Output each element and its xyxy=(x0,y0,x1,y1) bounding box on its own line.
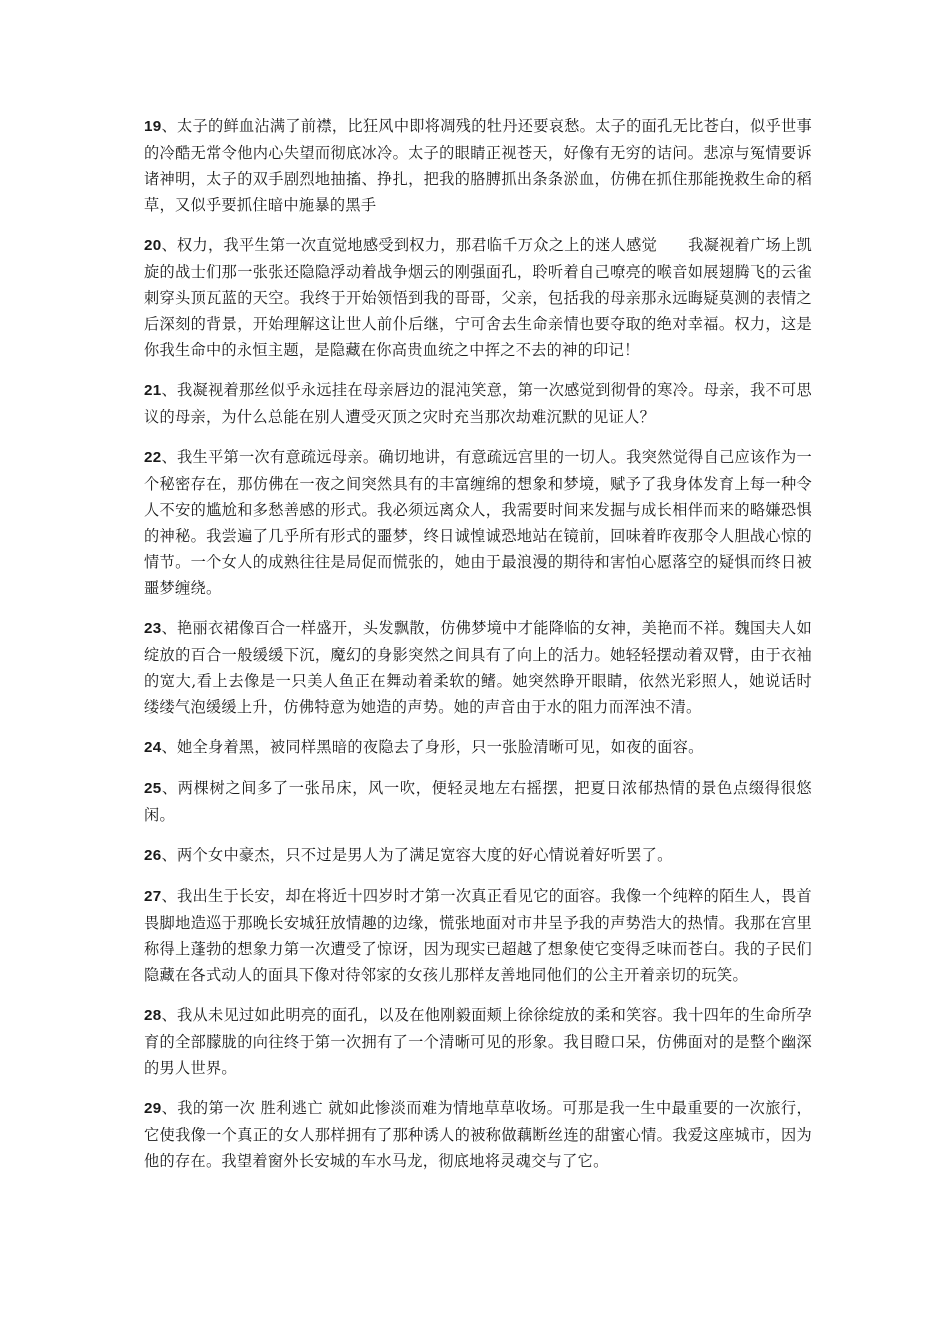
paragraph-text: 、权力，我平生第一次直觉地感受到权力，那君临千万众之上的迷人感觉 我凝视着广场上凯旋的战士们那一张张还隐隐浮动着战争烟云的刚强面孔，聆听着自己嘹亮的喉音如展翅腾飞的云雀刺穿头顶瓦蓝的天空。我终于开始领悟到我的哥哥，父亲，包括我的母亲那永远晦疑莫测的表情之后深刻的背景，开始理解这让世人前仆后继，宁可舍去生命亲情也要夺取的绝对幸福。权力，这是你我生命中的永恒主题，是隐藏在你高贵血统之中挥之不去的神的印记！ xyxy=(144,236,812,359)
paragraph-number: 25 xyxy=(144,780,162,797)
paragraph-25 xyxy=(144,775,812,828)
paragraph-text: 、我凝视着那丝似乎永远挂在母亲唇边的混沌笑意，第一次感觉到彻骨的寒冷。母亲，我不可思议的母亲，为什么总能在别人遭受灭顶之灾时充当那次劫难沉默的见证人？ xyxy=(144,381,812,426)
paragraph-text: 、我生平第一次有意疏远母亲。确切地讲，有意疏远宫里的一切人。我突然觉得自己应该作为一个秘密存在，那仿佛在一夜之间突然具有的丰富缠绵的想象和梦境，赋予了我身体发育上每一种令人不安的尴尬和多愁善感的形式。我必须远离众人，我需要时间来发掘与成长相伴而来的略嫌恐惧的神秘。我尝遍了几乎所有形式的噩梦，终日诚惶诚恐地站在镜前，回味着昨夜那令人胆战心惊的情节。一个女人的成熟往往是局促而慌张的，她由于最浪漫的期待和害怕心愿落空的疑惧而终日被噩梦缠绕。 xyxy=(144,448,812,597)
paragraph-text: 、两个女中豪杰，只不过是男人为了满足宽容大度的好心情说着好听罢了。 xyxy=(161,846,673,864)
paragraph-text: 、我的第一次 胜利逃亡 就如此惨淡而难为情地草草收场。可那是我一生中最重要的一次旅行，它使我像一个真正的女人那样拥有了那种诱人的被称做藕断丝连的甜蜜心情。我爱这座城市，因为他的存在。我望着窗外长安城的车水马龙，彻底地将灵魂交与了它。 xyxy=(144,1099,812,1170)
paragraph-text: 、她全身着黑，被同样黑暗的夜隐去了身形，只一张脸清晰可见，如夜的面容。 xyxy=(161,738,704,756)
paragraph-number: 20 xyxy=(144,237,162,254)
paragraph-19 xyxy=(144,113,812,218)
paragraph-text: 、我从未见过如此明亮的面孔，以及在他刚毅面颊上徐徐绽放的柔和笑容。我十四年的生命所孕育的全部朦胧的向往终于第一次拥有了一个清晰可见的形象。我目瞪口呆，仿佛面对的是整个幽深的男人世界。 xyxy=(144,1006,812,1077)
paragraph-number: 28 xyxy=(144,1007,162,1024)
paragraph-text: 、我出生于长安，却在将近十四岁时才第一次真正看见它的面容。我像一个纯粹的陌生人，畏首畏脚地造巡于那晚长安城狂放情趣的边缘，慌张地面对市井呈予我的声势浩大的热情。我那在宫里称得上蓬勃的想象力第一次遭受了惊讶，因为现实已超越了想象使它变得乏味而苍白。我的子民们隐藏在各式动人的面具下像对待邻家的女孩儿那样友善地同他们的公主开着亲切的玩笑。 xyxy=(144,887,812,984)
paragraph-26 xyxy=(144,842,812,869)
paragraph-number: 23 xyxy=(144,620,162,637)
paragraph-number: 27 xyxy=(144,888,162,905)
paragraph-number: 26 xyxy=(144,847,162,864)
paragraph-text: 、太子的鲜血沾满了前襟，比狂风中即将凋残的牡丹还要哀愁。太子的面孔无比苍白，似乎世事的冷酷无常令他内心失望而彻底冰冷。太子的眼睛正视苍天，好像有无穷的诘问。悲凉与冤情要诉诸神明，太子的双手剧烈地抽搐、挣扎，把我的胳膊抓出条条淤血，仿佛在抓住那能挽救生命的稻草，又似乎要抓住暗中施暴的黑手 xyxy=(144,117,812,214)
paragraph-number: 24 xyxy=(144,739,162,756)
paragraph-22 xyxy=(144,444,812,601)
paragraph-number: 19 xyxy=(144,118,162,135)
paragraph-20 xyxy=(144,232,812,363)
paragraph-29 xyxy=(144,1095,812,1174)
paragraph-number: 29 xyxy=(144,1100,162,1117)
paragraph-23 xyxy=(144,615,812,720)
paragraph-24 xyxy=(144,734,812,761)
paragraph-27 xyxy=(144,883,812,988)
paragraph-text: 、艳丽衣裙像百合一样盛开，头发飘散，仿佛梦境中才能降临的女神，美艳而不祥。魏国夫人如绽放的百合一般缓缓下沉，魔幻的身影突然之间具有了向上的活力。她轻轻摆动着双臂，由于衣袖的宽大,看上去像是一只美人鱼正在舞动着柔软的鳍。她突然睁开眼睛，依然光彩照人，她说话时缕缕气泡缓缓上升，仿佛特意为她造的声势。她的声音由于水的阻力而浑浊不清。 xyxy=(144,619,812,716)
paragraph-number: 21 xyxy=(144,382,162,399)
paragraph-28 xyxy=(144,1002,812,1081)
paragraph-number: 22 xyxy=(144,449,162,466)
paragraph-21 xyxy=(144,377,812,430)
document-body xyxy=(144,113,812,1188)
paragraph-text: 、两棵树之间多了一张吊床，风一吹，便轻灵地左右摇摆，把夏日浓郁热情的景色点缀得很悠闲。 xyxy=(144,779,812,824)
